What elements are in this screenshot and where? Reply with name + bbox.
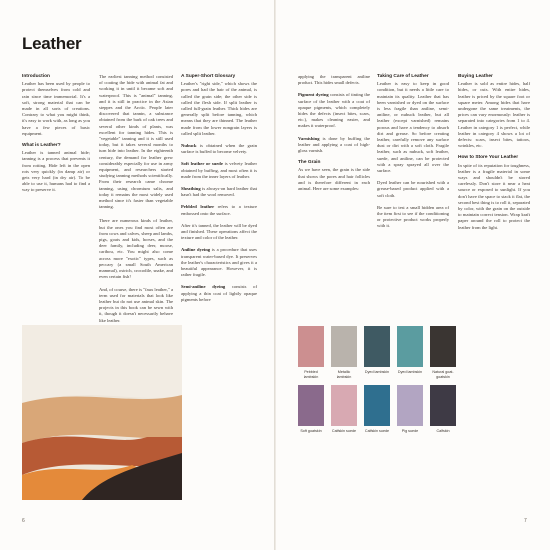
column-intro (22, 74, 90, 200)
sheathing-term: Sheathing (181, 186, 201, 192)
swatch-chip (364, 385, 390, 426)
pigment-term: Pigment dyeing (298, 92, 329, 98)
glossary-finish: After it's tanned, the leather will be dyed and finished. These operations affect the texture and color of the leather. (181, 222, 257, 241)
page-number-right: 7 (524, 518, 527, 524)
swatch-chip (430, 326, 456, 367)
swatch-label: Calfskin suede (364, 429, 390, 433)
semi-aniline-term: Semi-aniline dyeing (181, 284, 226, 290)
swatch-label: Calfskin (436, 429, 450, 433)
swatch-chip (331, 385, 357, 426)
glossary-aniline (181, 247, 257, 278)
page-number-left: 6 (22, 518, 25, 524)
grain-swatch (430, 385, 456, 434)
aniline-definition: is a procedure that uses transparent water-based dye. It preserves the leather's characteristics and gives it a beautiful appearance. However, it is rather fragile. (181, 247, 257, 278)
history-paragraph-3: And, of course, there is "faux leather," a term used for materials that look like leather but do not use animal skin. The projects in this book can be sewn with it, though it doesn't necessarily behave like leather. (99, 286, 173, 323)
suede-definition: is velvety leather obtained by buffing, and most often it is made from the inner layers of leather. (181, 161, 257, 179)
aniline-term: Aniline dyeing (181, 247, 211, 253)
swatch-chip (364, 326, 390, 367)
what-heading: What is Leather? (22, 143, 61, 149)
suede-term: Soft leather or suede (181, 161, 223, 167)
grain-swatch (331, 326, 357, 379)
pebbled-definition: refers to a texture embossed onto the surface. (181, 204, 257, 216)
glossary-suede (181, 161, 257, 180)
glossary-pebbled (181, 204, 257, 216)
grain-text: As we have seen, the grain is the side that shows the pores and hair follicles and is therefore different in each animal. Here are some examples: (298, 167, 370, 192)
swatch-chip (298, 326, 324, 367)
glossary-semi-aniline (181, 284, 257, 303)
swatch-label: Soft goatskin (300, 429, 322, 433)
swatch-label: Natural goat-goatskin (432, 370, 454, 379)
history-paragraph-1: The earliest tanning method consisted of coating the hide with animal fat and working it in until it became soft and waterproof. This is "animal" tanning, and it is still in practice in the Asian steppes and the Arctic. People later discovered that tannin, a substance obtained from the bark of oak trees and several other kinds of plants, was excellent for tanning hides. This is "vegetable" tanning and it is still used today, but it takes several months to turn hide into leather. In the eighteenth century, the demand for leather grew considerably especially for use in army equipment, and researchers started studying tanning methods scientifically. From their research came chrome tanning, using chromium salts, and today it remains the most widely used method since it's faster than vegetable tanning. (99, 74, 173, 210)
grain-swatch (331, 385, 357, 434)
grain-swatch-grid (298, 326, 454, 440)
storing-heading: How to Store Your Leather (458, 155, 519, 161)
swatch-row (298, 385, 454, 434)
swatch-label: Metallic lambskin (336, 370, 352, 379)
grain-swatch (397, 385, 423, 434)
swatch-label: Pebbled lambskin (303, 370, 319, 379)
nubuck-definition: is obtained when the grain surface is buffed to become velvety. (181, 143, 257, 155)
care-heading: Taking Care of Leather (377, 74, 429, 79)
swatch-label: Pig suede (401, 429, 419, 433)
what-text: Leather is tanned animal hide; tanning is a process that prevents it from rotting. Hide left in the open rots very quickly (in damp air) or gets very hard (in dry air). To be able to use it, humans had to find a way to preserve it. (22, 150, 90, 193)
swatch-chip (331, 326, 357, 367)
leather-pieces-photo (22, 325, 182, 500)
varnish-definition: is done by buffing the leather and applying a coat of high-gloss varnish. (298, 135, 370, 154)
glossary-nubuck (181, 143, 257, 155)
swatch-label: Dyed lambskin (364, 370, 390, 374)
leather-cream-piece (22, 325, 182, 403)
swatch-chip (397, 385, 423, 426)
sheathing-definition: is always-on hard leather that hasn't had the wool removed. (181, 186, 257, 198)
care-paragraph-3: Be sure to test a small hidden area of the item first to see if the conditioning or protective product works properly with it. (377, 204, 449, 229)
history-paragraph-2: There are numerous kinds of leather, but the ones you find most often are from cows and calves, sheep and lambs, pigs, goats and kids, horses, and the deer family, including deer, moose, caribou, etc. You might also come across more "exotic" types, such as peccary (a small South American mammal), ostrich, crocodile, snake, and even certain fish! (99, 218, 173, 280)
semi-aniline-definition: consists of applying a thin coat of lightly opaque pigments before (181, 284, 257, 302)
swatch-chip (298, 385, 324, 426)
swatch-label: Dyed lambskin (397, 370, 423, 374)
swatch-row (298, 326, 454, 379)
intro-heading: Introduction (22, 74, 50, 79)
page-title: Leather (22, 34, 82, 53)
grain-swatch (430, 326, 456, 379)
swatch-chip (430, 385, 456, 426)
buying-heading: Buying Leather (458, 74, 493, 79)
intro-text: Leather has been used by people to protect themselves from cold and rain since time immemorial. It's a soft, strong material that can be made in all sorts of creations. Contrary to what you might think, it's easy to work with, as long as you have a few pieces of basic equipment. (22, 81, 90, 136)
swatch-label: Calfskin suede (331, 429, 357, 433)
leather-pieces-image (22, 325, 182, 500)
grain-swatch (298, 385, 324, 434)
column-care (377, 74, 449, 236)
varnish-term: Varnishing (298, 135, 320, 141)
storing-paragraph: In spite of its reputation for toughness, leather is a fragile material in some ways and shouldn't be stored carelessly. Don't store it near a heat source or exposed to sunlight. If you don't have the space to stack it flat, the second best thing is to roll it, separated by color, with the grain on the outside to maintain correct tension. Wrap kraft paper around the roll to protect the leather from the light. (458, 162, 530, 230)
column-dyeing (298, 74, 370, 198)
pigment-definition: consists of tinting the surface of the leather with a coat of opaque pigments, which completely hides the defects (insect bites, scars, etc.), makes cleaning easier, and makes it waterproof. (298, 92, 371, 129)
column-buying (458, 74, 530, 237)
buying-paragraph: Leather is sold as entire hides, half hides, or cuts. With entire hides, leather is priced by the square foot or square meter. Among hides that have undergone the same treatments, the prices can vary enormously: leather is separated into categories from 1 to 4. Leather in category 1 is perfect, while leather in category 4 shows a lot of defects: scars, insect bites, tattoos, wrinkles, etc. (458, 81, 530, 149)
varnish-paragraph (298, 136, 370, 155)
grain-heading: The Grain (298, 160, 321, 166)
nubuck-term: Nubuck (181, 143, 197, 149)
grain-swatch (397, 326, 423, 379)
pigment-paragraph (298, 92, 370, 129)
care-paragraph-2: Dyed leather can be nourished with a grease-based product applied with a soft cloth. (377, 180, 449, 198)
glossary-grain: Leather's "right side," which shows the pores and had the hair of the animal, is called the grain side; the other side is called the flesh side. If split leather is called full-grain leather. Thick hides are generally split before tanning, which means that they are thinned. The leather made from the lower nongrain layers is called split leather. (181, 81, 257, 136)
grain-swatch (298, 326, 324, 379)
dyeing-continued: applying the transparent aniline product. This hides small defects. (298, 74, 370, 86)
grain-swatch (364, 326, 390, 379)
grain-swatch (364, 385, 390, 434)
glossary-heading: A Super-Short Glossary (181, 74, 236, 79)
care-paragraph-1: Leather is easy to keep in good condition, but it needs a little care to maintain its quality. Leather that has been varnished or dyed on the surface is less fragile than aniline, semi-aniline, or nubuck leather, but all leather (except varnished) remains porous and have a tendency to absorb dirt and grease. So before creating leather, carefully remove any surface dust or dirt with a soft cloth. Fragile leather, such as nubuck, soft leather, suede, and aniline, can be protected with a spray sprayed all over the surface. (377, 81, 449, 174)
swatch-chip (397, 326, 423, 367)
column-history (99, 74, 173, 330)
pebbled-term: Pebbled leather (181, 204, 215, 210)
glossary-sheathing (181, 186, 257, 198)
column-glossary (181, 74, 257, 309)
